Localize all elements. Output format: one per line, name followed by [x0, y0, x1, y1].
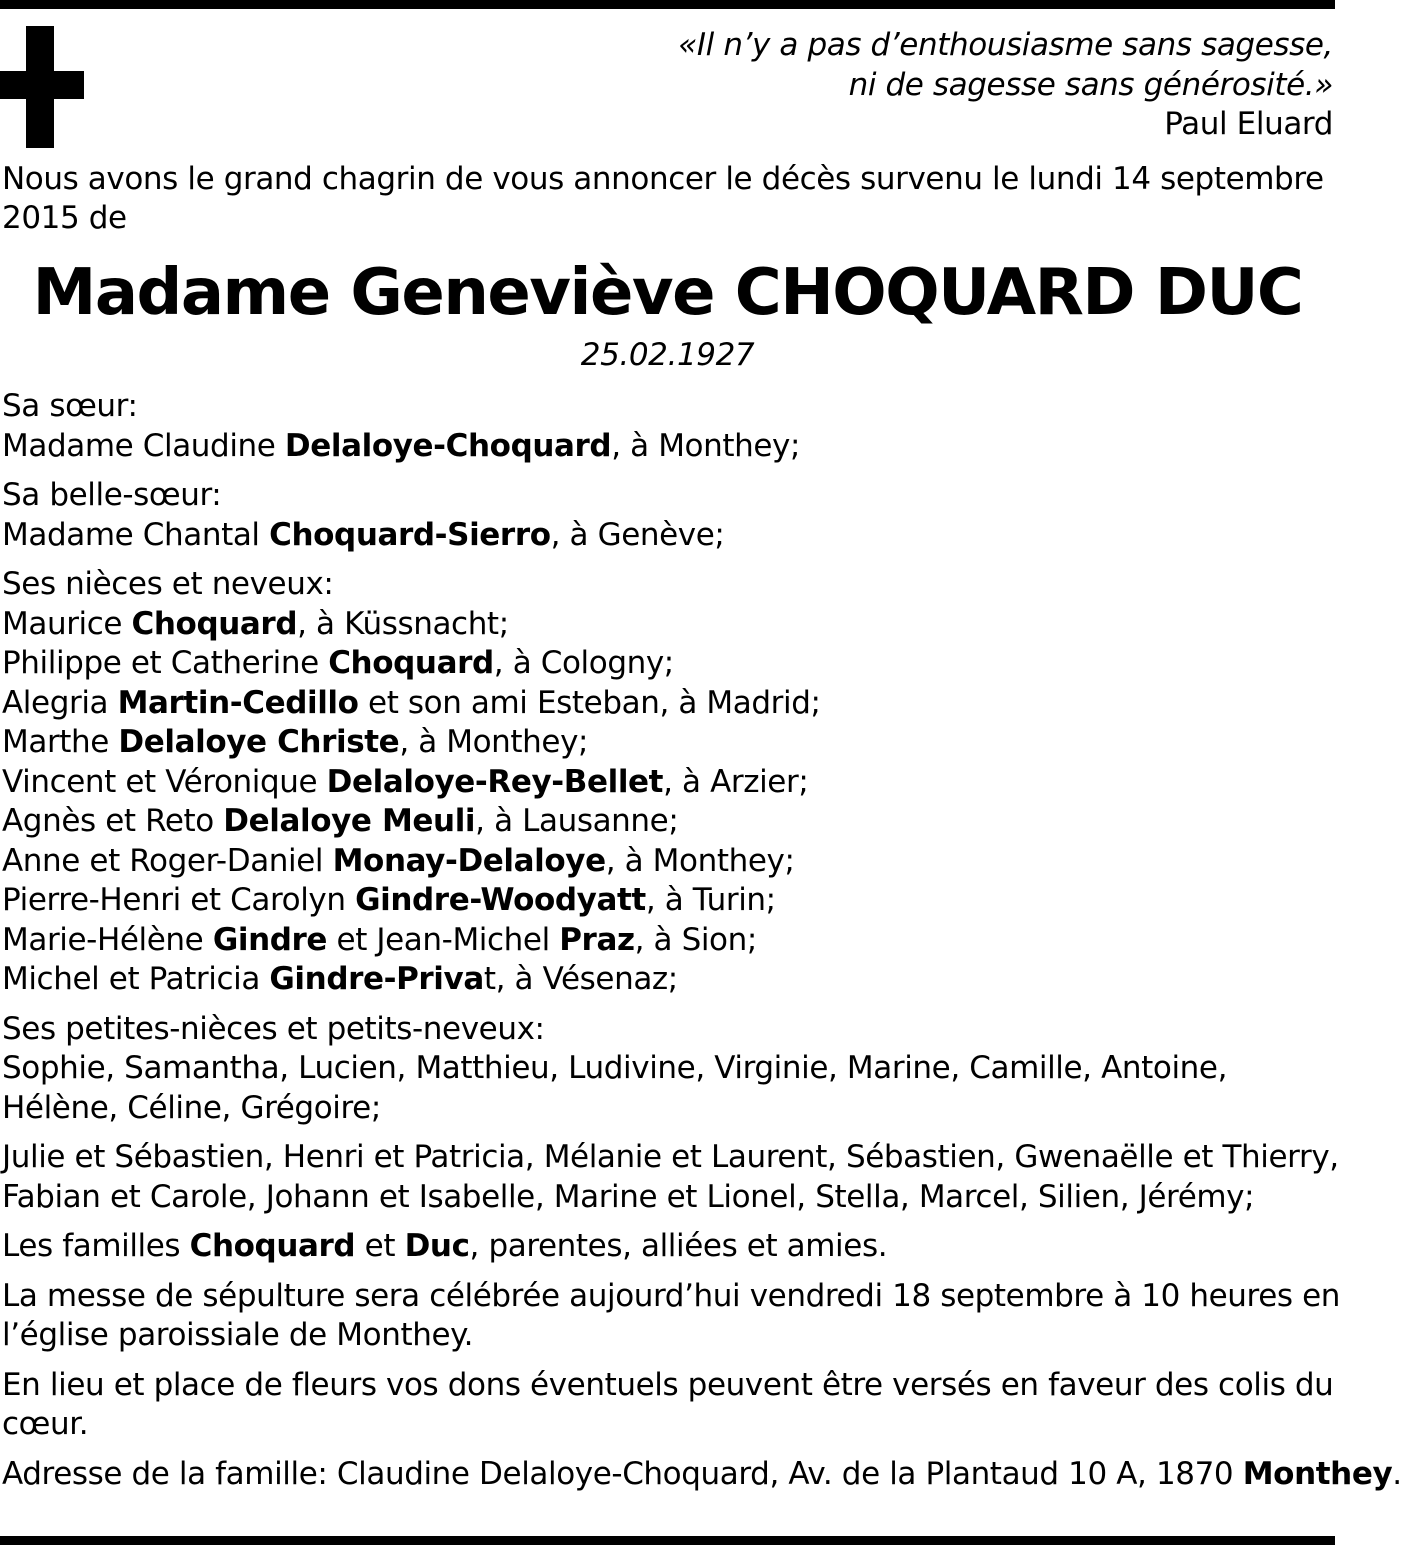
- top-rule: [0, 0, 1335, 9]
- donations-notice: En lieu et place de fleurs vos dons éventuels peuvent être versés en faveur des colis du cœur.: [2, 1366, 1334, 1442]
- relative-entry: Marie-Hélène Gindre et Jean-Michel Praz, à Sion;: [2, 921, 757, 958]
- relative-entry: Alegria Martin-Cedillo et son ami Esteban, à Madrid;: [2, 684, 821, 721]
- relative-entry: Agnès et Reto Delaloye Meuli, à Lausanne;: [2, 803, 679, 839]
- family-address: Adresse de la famille: Claudine Delaloye-Choquard, Av. de la Plantaud 10 A, 1870 Monthey.: [2, 1455, 1402, 1492]
- relative-entry: Vincent et Véronique Delaloye-Rey-Bellet, à Arzier;: [2, 763, 809, 800]
- section-heading: Sa belle-sœur:: [2, 477, 222, 513]
- cross-icon: [0, 26, 84, 148]
- obituary-body: [2, 387, 1402, 1504]
- birth-date: 25.02.1927: [580, 337, 755, 373]
- quote-line-2: ni de sagesse sans générosité.»: [848, 66, 1333, 103]
- quote-line-1: «Il n’y a pas d’enthousiasme sans sagesse,: [678, 27, 1333, 63]
- grand-nieces-couples: Julie et Sébastien, Henri et Patricia, Mélanie et Laurent, Sébastien, Gwenaëlle et Thierry, Fabian et Carole, Johann et Isabelle, Marine et Lionel, Stella, Marcel, Silien, Jérémy;: [2, 1139, 1339, 1215]
- announcement-intro: Nous avons le grand chagrin de vous annoncer le décès survenu le lundi 14 septembre 2015 de: [2, 161, 1324, 236]
- sister-in-law-group: [2, 476, 1342, 555]
- relative-entry: Maurice Choquard, à Küssnacht;: [2, 605, 509, 642]
- nieces-nephews-group: [2, 565, 1342, 1000]
- sister-group: [2, 387, 1342, 466]
- relative-entry: Madame Claudine Delaloye-Choquard, à Monthey;: [2, 427, 801, 464]
- deceased-name: Madame Geneviève CHOQUARD DUC: [32, 256, 1303, 330]
- relative-entry: Philippe et Catherine Choquard, à Cologny;: [2, 645, 674, 681]
- section-heading: Ses nièces et neveux:: [2, 566, 334, 602]
- section-heading: Ses petites-nièces et petits-neveux:: [2, 1010, 545, 1047]
- section-heading: Sa sœur:: [2, 388, 138, 424]
- relative-entry: Marthe Delaloye Christe, à Monthey;: [2, 724, 589, 760]
- families-line: Les familles Choquard et Duc, parentes, alliées et amies.: [2, 1228, 888, 1264]
- funeral-mass-notice: La messe de sépulture sera célébrée aujourd’hui vendredi 18 septembre à 10 heures en l’église paroissiale de Monthey.: [2, 1277, 1340, 1353]
- relative-entry: Anne et Roger-Daniel Monay-Delaloye, à Monthey;: [2, 842, 795, 879]
- relative-entry: Madame Chantal Choquard-Sierro, à Genève;: [2, 516, 725, 553]
- grand-nieces-list: Sophie, Samantha, Lucien, Matthieu, Ludivine, Virginie, Marine, Camille, Antoine, Hélène, Céline, Grégoire;: [2, 1050, 1228, 1126]
- grand-nieces-group: [2, 1010, 1342, 1129]
- bottom-rule: [0, 1536, 1335, 1545]
- relative-entry: Michel et Patricia Gindre-Privat, à Vésenaz;: [2, 961, 678, 997]
- epigraph-quote: [433, 26, 1333, 145]
- relative-entry: Pierre-Henri et Carolyn Gindre-Woodyatt, à Turin;: [2, 882, 776, 918]
- quote-author: Paul Eluard: [1164, 106, 1333, 142]
